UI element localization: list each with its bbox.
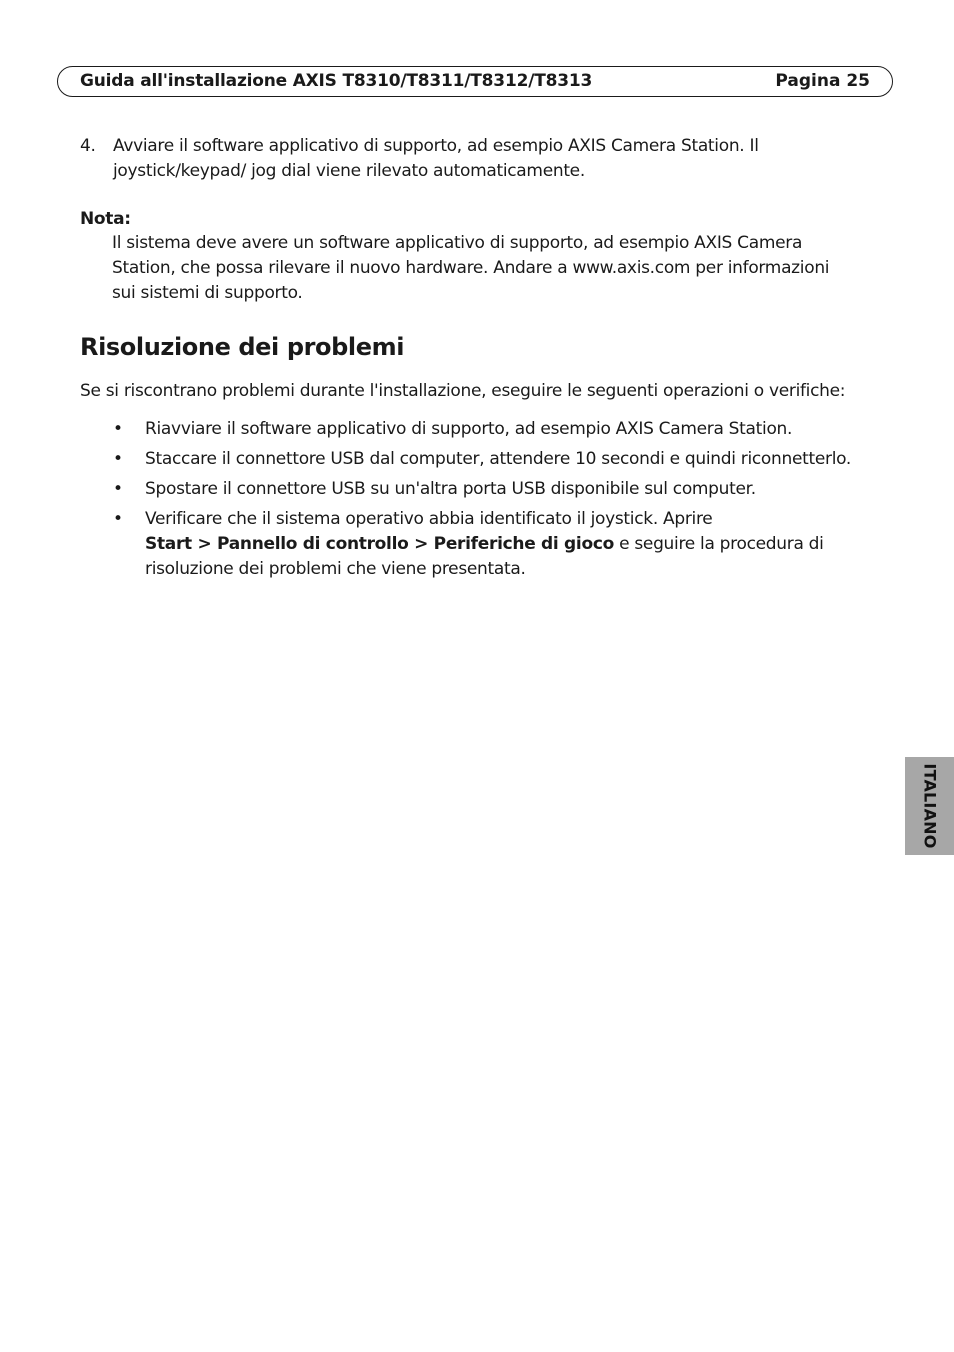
section-intro: Se si riscontrano problemi durante l'installazione, eseguire le seguenti operazioni o verifiche: xyxy=(80,381,846,401)
list-item xyxy=(113,507,873,582)
list-item xyxy=(113,417,873,442)
page-number: Pagina 25 xyxy=(775,71,870,91)
menu-path: Start > Pannello di controllo > Periferiche di gioco xyxy=(145,534,614,554)
bullet-icon: • xyxy=(113,509,123,529)
document-title: Guida all'installazione AXIS T8310/T8311/T8312/T8313 xyxy=(80,71,593,91)
note-label: Nota: xyxy=(80,209,131,229)
list-item xyxy=(113,447,873,472)
troubleshooting-list xyxy=(113,417,873,587)
list-item-text: Riavviare il software applicativo di supporto, ad esempio AXIS Camera Station. xyxy=(145,419,793,439)
list-item-text-before: Verificare che il sistema operativo abbia identificato il joystick. Aprire xyxy=(145,509,713,529)
list-item xyxy=(113,477,873,502)
list-item-text: Spostare il connettore USB su un'altra porta USB disponibile sul computer. xyxy=(145,479,756,499)
list-item-text-after: e seguire la procedura di risoluzione dei problemi che viene presentata. xyxy=(145,534,824,579)
bullet-icon: • xyxy=(113,419,123,439)
page-header xyxy=(57,66,893,97)
note-text: Il sistema deve avere un software applicativo di supporto, ad esempio AXIS Camera Station, che possa rilevare il nuovo hardware. Andare a www.axis.com per informazioni sui sistemi di supporto. xyxy=(112,233,830,303)
bullet-icon: • xyxy=(113,449,123,469)
language-tab-label: ITALIANO xyxy=(920,763,939,849)
step-text: Avviare il software applicativo di supporto, ad esempio AXIS Camera Station. Il joystick/keypad/ jog dial viene rilevato automaticamente. xyxy=(113,136,759,181)
section-heading: Risoluzione dei problemi xyxy=(80,333,405,361)
step-number: 4. xyxy=(80,136,96,156)
language-tab xyxy=(905,757,954,855)
list-item-text: Staccare il connettore USB dal computer, attendere 10 secondi e quindi riconnetterlo. xyxy=(145,449,852,469)
bullet-icon: • xyxy=(113,479,123,499)
